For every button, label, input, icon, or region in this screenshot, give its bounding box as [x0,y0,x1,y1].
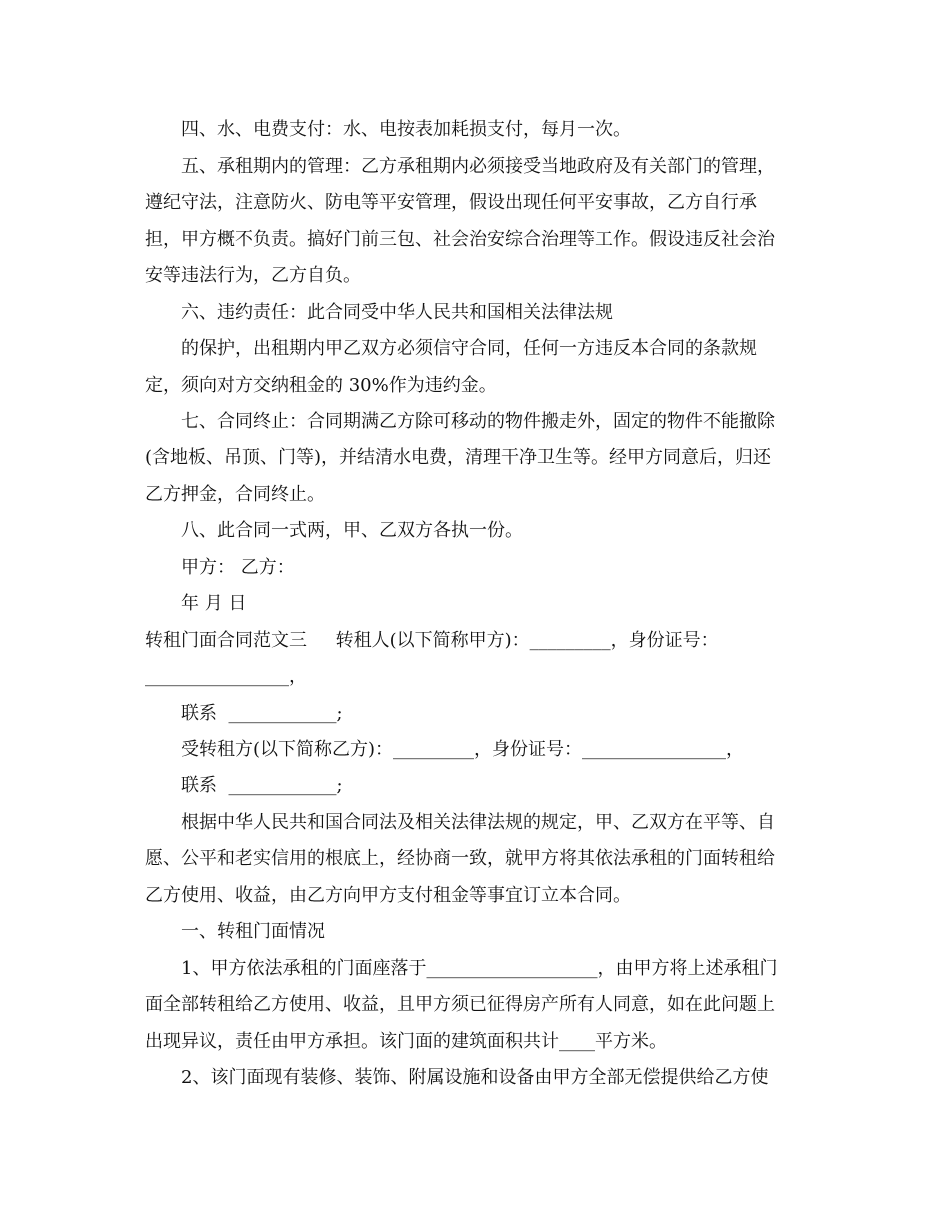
sample-3-heading-lessor: 转租门面合同范文三 转租人(以下简称甲方)：_________，身份证号： [145,630,719,651]
section-1-item-2-line-1: 2、该门面现有装修、装饰、附属设施和设备由甲方全部无偿提供给乙方使 [181,1067,769,1088]
clause-5-management-line-2: 遵纪守法，注意防火、防电等平安管理，假设出现任何平安事故，乙方自行承 [145,192,757,213]
clause-6-liability-line-1: 六、违约责任：此合同受中华人民共和国相关法律法规 [181,302,613,323]
section-1-item-1-line-1: 1、甲方依法承租的门面座落于___________________，由甲方将上述承租门 [181,958,778,979]
sublessee-info: 受转租方(以下简称乙方)：_________，身份证号：________________， [181,739,745,760]
clause-6-liability-line-3: 定，须向对方交纳租金的 30%作为违约金。 [145,375,497,396]
clause-5-management-line-4: 安等违法行为，乙方自负。 [145,265,361,286]
section-1-heading: 一、转租门面情况 [181,921,325,942]
preamble-line-3: 乙方使用、收益，由乙方向甲方支付租金等事宜订立本合同。 [145,885,631,906]
section-1-item-1-line-3: 出现异议，责任由甲方承担。该门面的建筑面积共计____平方米。 [145,1031,667,1052]
clause-5-management-line-1: 五、承租期内的管理：乙方承租期内必须接受当地政府及有关部门的管理， [181,156,775,177]
preamble-line-1: 根据中华人民共和国合同法及相关法律法规的规定，甲、乙双方在平等、自 [181,812,775,833]
lessor-contact: 联系 ____________; [181,703,343,724]
signature-date: 年 月 日 [181,593,247,614]
section-1-item-1-line-2: 面全部转租给乙方使用、收益，且甲方须已征得房产所有人同意，如在此问题上 [145,994,775,1015]
clause-7-termination-line-1: 七、合同终止：合同期满乙方除可移动的物件搬走外，固定的物件不能撤除 [181,411,775,432]
clause-7-termination-line-2: (含地板、吊顶、门等)，并结清水电费，清理干净卫生等。经甲方同意后，归还 [145,447,772,468]
lessor-id-blank: ________________， [145,666,307,687]
sublessee-contact: 联系 ____________; [181,775,343,796]
clause-6-liability-line-2: 的保护，出租期内甲乙双方必须信守合同，任何一方违反本合同的条款规 [181,338,757,359]
clause-8-copies: 八、此合同一式两，甲、乙双方各执一份。 [181,520,523,541]
preamble-line-2: 愿、公平和老实信用的根底上，经协商一致，就甲方将其依法承租的门面转租给 [145,848,775,869]
clause-7-termination-line-3: 乙方押金，合同终止。 [145,484,325,505]
clause-5-management-line-3: 担，甲方概不负责。搞好门前三包、社会治安综合治理等工作。假设违反社会治 [145,229,775,250]
signature-parties: 甲方： 乙方： [181,557,295,578]
clause-4-utilities: 四、水、电费支付：水、电按表加耗损支付，每月一次。 [181,119,631,140]
